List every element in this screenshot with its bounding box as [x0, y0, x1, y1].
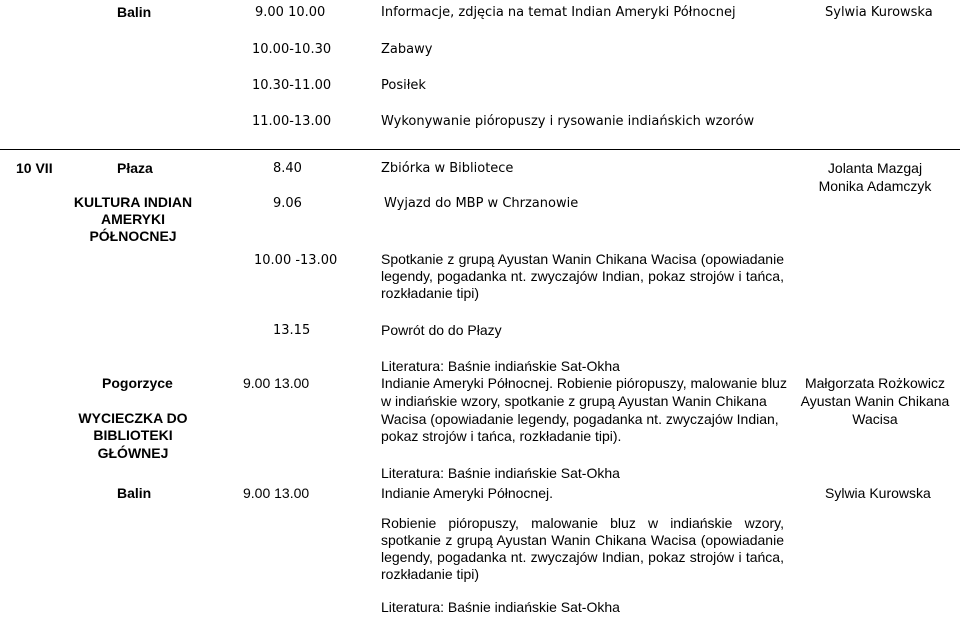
block3-person-line-3: Wacisa: [852, 411, 898, 427]
block3-activity-line-2: w indiańskie wzory, spotkanie z grupą Ayustan Wanin Chikana: [381, 393, 767, 409]
block3-person-line-2: Ayustan Wanin Chikana: [800, 393, 950, 409]
block2-activity-4: Powrót do do Płazy: [381, 322, 502, 338]
block3-label-line-1: WYCIECZKA DO: [78, 410, 188, 426]
block3-activity-line-3: Wacisa (opowiadanie legendy, pogadanka nt. zwyczajów Indian,: [381, 411, 779, 427]
row-divider: [0, 149, 960, 150]
block4-description: Robienie pióropuszy, malowanie bluz w indiańskie wzory, spotkanie z grupą Ayustan Wanin Chikana Wacisa (opowiadanie legendy, pogadanka nt. zwyczajów Indian, pokaz strojów i tańca, rozkładanie tipi): [381, 515, 784, 582]
block3-label-line-2: BIBLIOTEKI: [93, 427, 173, 443]
block3-place: Pogorzyce: [102, 375, 173, 391]
block3-time: 9.00 13.00: [243, 375, 310, 391]
block1-time-3: 10.30-11.00: [252, 78, 332, 93]
block1-time-1: 9.00 10.00: [255, 5, 326, 20]
block2-time-2: 9.06: [273, 196, 302, 211]
block1-activity-3: Posiłek: [381, 78, 426, 93]
block2-theme-line-1: KULTURA INDIAN: [73, 194, 193, 210]
block2-time-4: 13.15: [273, 323, 311, 338]
block1-time-2: 10.00-10.30: [252, 42, 332, 57]
block3-literature: Literatura: Baśnie indiańskie Sat-Okha: [381, 465, 620, 481]
block2-activity-1: Zbiórka w Bibliotece: [381, 161, 514, 176]
block3-person-line-1: Małgorzata Rożkowicz: [804, 375, 946, 391]
block4-person: Sylwia Kurowska: [825, 485, 931, 501]
block1-activity-2: Zabawy: [381, 42, 433, 57]
block2-time-1: 8.40: [273, 161, 302, 176]
block2-time-3: 10.00 -13.00: [254, 253, 338, 268]
block1-activity-4: Wykonywanie pióropuszy i rysowanie indiańskich wzorów: [381, 114, 755, 129]
block2-theme-line-3: PÓŁNOCNEJ: [89, 228, 177, 244]
block2-person-1: Jolanta Mazgaj: [827, 160, 923, 176]
block2-theme-line-2: AMERYKI: [100, 211, 166, 227]
block2-literature: Literatura: Baśnie indiańskie Sat-Okha: [381, 358, 620, 374]
block2-place: Płaza: [117, 160, 153, 176]
block4-place: Balin: [117, 485, 152, 501]
block1-activity-1: Informacje, zdjęcia na temat Indian Ameryki Północnej: [381, 5, 736, 20]
block1-place: Balin: [117, 4, 152, 20]
block4-title: Indianie Ameryki Północnej.: [381, 485, 553, 501]
block2-person-2: Monika Adamczyk: [818, 178, 932, 194]
block3-activity-line-1: Indianie Ameryki Północnej. Robienie pióropuszy, malowanie bluz: [381, 375, 787, 391]
block2-activity-3: Spotkanie z grupą Ayustan Wanin Chikana Wacisa (opowiadanie legendy, pogadanka nt. zwyczajów Indian, pokaz strojów i tańca, rozkładanie tipi): [381, 251, 784, 301]
block1-person: Sylwia Kurowska: [825, 5, 933, 20]
block2-date: 10 VII: [16, 160, 53, 176]
block2-activity-2: Wyjazd do MBP w Chrzanowie: [384, 196, 579, 211]
block4-time: 9.00 13.00: [243, 485, 310, 501]
block1-time-4: 11.00-13.00: [252, 114, 332, 129]
block3-activity-line-4: pokaz strojów i tańca, rozkładanie tipi).: [381, 428, 622, 444]
block4-literature: Literatura: Baśnie indiańskie Sat-Okha: [381, 599, 620, 615]
block3-label-line-3: GŁÓWNEJ: [97, 445, 169, 461]
